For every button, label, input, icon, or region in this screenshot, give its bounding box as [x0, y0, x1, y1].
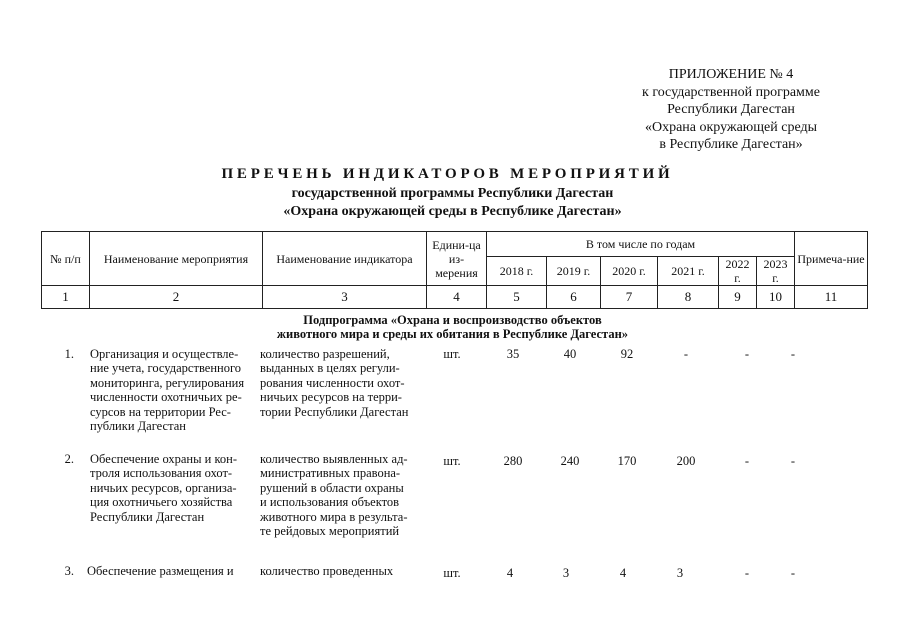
indicator-line: ничьих ресурсов на терри-: [260, 390, 402, 405]
column-number: 9: [719, 286, 757, 309]
value-2019: 3: [562, 566, 570, 580]
value-2018: 35: [506, 347, 520, 361]
activity-name-line: публики Дагестан: [90, 419, 186, 434]
subprogram-heading: [0, 313, 905, 341]
header-col-note: Примеча-ние: [795, 232, 868, 286]
header-year: 2023 г.: [757, 257, 795, 286]
activity-name-line: мониторинга, регулирования: [90, 375, 245, 390]
value-2022: -: [744, 454, 750, 468]
header-col-unit: Едини-ца из-мерения: [427, 232, 487, 286]
column-number: 2: [90, 286, 263, 309]
value-2023: -: [790, 454, 796, 468]
unit: шт.: [443, 454, 461, 468]
document-subtitle: государственной программы Республики Дагестан: [291, 186, 614, 201]
indicator-name: [260, 452, 418, 538]
column-number: 1: [42, 286, 90, 309]
activity-name-line: ничьих ресурсов, организа-: [90, 480, 237, 495]
column-number: 7: [601, 286, 658, 309]
value-2021: 3: [676, 566, 684, 580]
column-number: 3: [263, 286, 427, 309]
indicator-line: количество разрешений,: [260, 347, 390, 361]
appendix-line: в Республике Дагестан»: [659, 137, 803, 153]
value-2022: -: [744, 566, 750, 580]
row-number: 3.: [64, 564, 74, 578]
activity-name-line: сурсов на территории Рес-: [90, 404, 231, 419]
header-col-num: № п/п: [42, 232, 90, 286]
indicator-line: рушений в области охраны: [260, 480, 404, 495]
indicator-line: животного мира в результа-: [260, 509, 408, 524]
header-year: 2021 г.: [658, 257, 719, 286]
appendix-line: ПРИЛОЖЕНИЕ № 4: [668, 67, 794, 82]
header-year: 2020 г.: [601, 257, 658, 286]
column-number: 6: [547, 286, 601, 309]
activity-name-line: троля использования охот-: [90, 466, 233, 481]
header-years-group: В том числе по годам: [487, 232, 795, 257]
value-2021: -: [683, 347, 689, 361]
indicator-line: количество проведенных: [260, 564, 394, 578]
indicator-name: [260, 564, 418, 578]
activity-name-line: ция охотничьего хозяйства: [90, 495, 233, 510]
indicator-line: количество выявленных ад-: [260, 452, 408, 466]
value-2023: -: [790, 566, 796, 580]
value-2021: 200: [676, 454, 696, 468]
column-number: 10: [757, 286, 795, 309]
activity-name: [90, 452, 253, 524]
value-2018: 280: [503, 454, 523, 468]
appendix-header: [600, 66, 862, 154]
appendix-line: к государственной программе: [642, 84, 820, 100]
indicator-line: тории Республики Дагестан: [260, 404, 409, 419]
header-year: 2019 г.: [547, 257, 601, 286]
value-2019: 240: [560, 454, 580, 468]
value-2020: 92: [620, 347, 634, 361]
indicators-table-header: [41, 231, 868, 309]
activity-name-line: Республики Дагестан: [90, 509, 205, 524]
column-number: 5: [487, 286, 547, 309]
header-col-indicator: Наименование индикатора: [263, 232, 427, 286]
row-number: 1.: [64, 347, 74, 361]
document-subtitle-program: «Охрана окружающей среды в Республике Дагестан»: [283, 204, 622, 219]
indicator-line: те рейдовых мероприятий: [260, 524, 400, 539]
activity-name-line: ние учета, государственного: [90, 361, 242, 376]
value-2022: -: [744, 347, 750, 361]
indicator-name: [260, 347, 418, 419]
indicator-line: рования численности охот-: [260, 375, 405, 390]
activity-name-line: Организация и осуществле-: [90, 347, 239, 361]
value-2018: 4: [506, 566, 514, 580]
activity-name-line: Обеспечение охраны и кон-: [90, 452, 237, 466]
unit: шт.: [443, 566, 461, 580]
column-number: 8: [658, 286, 719, 309]
header-year: 2022 г.: [719, 257, 757, 286]
subprogram-line: Подпрограмма «Охрана и воспроизводство объектов: [303, 313, 602, 327]
activity-name: [87, 564, 250, 578]
indicator-line: выданных в целях регули-: [260, 361, 400, 376]
indicator-line: и использования объектов: [260, 495, 400, 510]
appendix-line: Республики Дагестан: [667, 102, 795, 118]
activity-name-line: численности охотничьих ре-: [90, 390, 242, 405]
row-number: 2.: [64, 452, 74, 466]
appendix-line: «Охрана окружающей среды: [644, 119, 818, 135]
column-number: 11: [795, 286, 868, 309]
document-title: ПЕРЕЧЕНЬ ИНДИКАТОРОВ МЕРОПРИЯТИЙ: [221, 166, 674, 182]
value-2020: 170: [617, 454, 637, 468]
indicator-line: министративных правона-: [260, 466, 401, 481]
activity-name: [90, 347, 253, 433]
value-2019: 40: [563, 347, 577, 361]
value-2023: -: [790, 347, 796, 361]
subprogram-line: животного мира и среды их обитания в Республике Дагестан»: [276, 327, 629, 341]
header-year: 2018 г.: [487, 257, 547, 286]
header-col-name: Наименование мероприятия: [90, 232, 263, 286]
value-2020: 4: [619, 566, 627, 580]
activity-name-line: Обеспечение размещения и: [87, 564, 234, 578]
unit: шт.: [443, 347, 461, 361]
column-number: 4: [427, 286, 487, 309]
